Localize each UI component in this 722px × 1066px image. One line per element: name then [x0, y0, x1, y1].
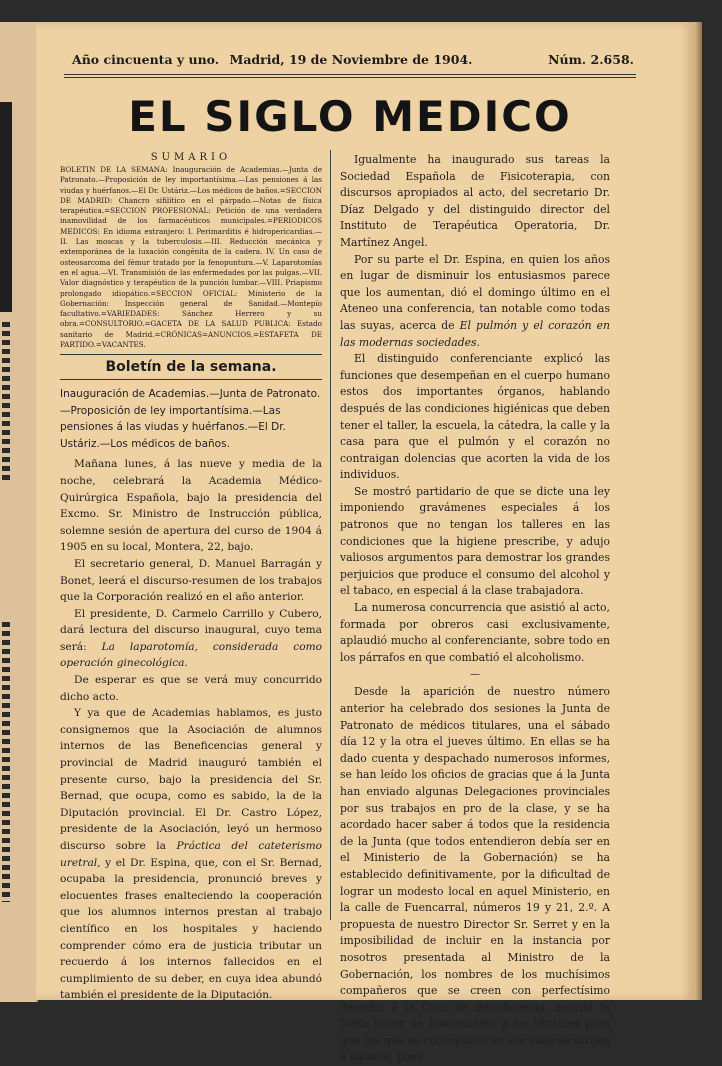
- sumario-text: BOLETIN DE LA SEMANA: Inauguración de Academias.—Junta de Patronato.—Proposición de ley importantísima.—Las pensiones á las viudas y huérfanos.—El Dr. Ustáriz.—Los médicos de baños.=SECCION DE MADRID: Chancro sifilítico en el párpado.—Notas de física terapéutica.=SECCION PROFESIONAL: Petición de una verdadera inamovilidad de los farmacéuticos municipales.=PERIODICOS MEDICOS: En idioma extranjero: I. Perimarditis é hidropericardias.—II. Las moscas y la tuberculosis.—III. Reducción mecánica y extemporánea de la luxación congénita de la cadera. IV. Un caso de osteosarcoma del fémur tratado por la fenopuntura.—V. Laparotomías en el agua.—VI. Transmisión de las enfermedades por las pulgas.—VII. Valor diagnóstico y terapéutico de la punción lumbar.—VIII. Priapismo prolongado idiopático.=SECCION OFICIAL: Ministerio de la Gobernación: Inspección general de Sanidad.—Montepío facultativo.=VARIEDADES: Sánchez Herrero y su obra.=CONSULTORIO.=GACETA DE LA SALUD PUBLICA: Estado sanitario de Madrid.=CRÓNICAS=ANUNCIOS.=ESTAFETA DE PARTIDO.=VACANTES.: [60, 165, 322, 350]
- paragraph: [340, 252, 610, 352]
- newspaper-page: [36, 22, 696, 1064]
- discourse-title: Práctica del cateterismo uretral,: [60, 840, 322, 869]
- right-column: [340, 152, 610, 1066]
- paragraph-text: Por su parte el Dr. Espina, en quien los años en lugar de disminuir los entusiasmos parece que los aumentan, dió el domingo último en el Ateneo una conferencia, tan notable como todas las suyas, acerca de: [340, 252, 610, 332]
- paragraph: Desde la aparición de nuestro número anterior ha celebrado dos sesiones la Junta de Patronato de médicos titulares, una el sábado día 12 y la otra el jueves último. En ellas se ha dado cuenta y despachado numerosos informes, se han leído los oficios de gracias que á la Junta han enviado algunas Delegaciones provinciales por sus trabajos en pro de la clase, y se ha acordado hacer saber á todos que la residencia de la Junta (que todos entendieron debía ser en el Ministerio de la Gobernación) se ha establecido definitivamente, por la dificultad de lograr un modesto local en aquel Ministerio, en la calle de Fuencarral, números 19 y 21, 2.º. A propuesta de nuestro Director Sr. Serret y en la imposibilidad de incluir en la instancia por nosotros presentada al Ministro de la Gobernación, los nombres de los muchísimos compañeros que se creen con perfectísimo derecho á la Cruz de Beneficencia, acordó la Junta hacer un llamamiento á los titulares para que los que se conceptúen en ese caso se dirijan á aquella, pues: [340, 685, 610, 1064]
- header-rule: [64, 74, 636, 75]
- masthead-title: EL SIGLO MEDICO: [128, 92, 572, 141]
- paragraph-text: Y ya que de Academias hablamos, es justo consignemos que la Asociación de alumnos internos de las Beneficencias general y provincial de Madrid inauguró también el presente curso, bajo la presidencia del Sr. Bernad, que ocupa, como es sabido, la de la Diputación provincial. El Dr. Castro López, presidente de la Asociación, leyó un hermoso discurso sobre la: [60, 707, 322, 852]
- header-rule: [64, 77, 636, 78]
- issue-year: Año cincuenta y uno.: [72, 52, 220, 67]
- adjacent-page-edge: [0, 22, 38, 1002]
- paragraph: El distinguido conferenciante explicó las funciones que desempeñan en el cuerpo humano estos dos importantes órganos, hablando después de las condiciones higiénicas que deben tener el taller, la escuela, la cátedra, la calle y la casa para que el pulmón y el corazón no contraigan dolencias que acorten la vida de los individuos.: [340, 352, 610, 482]
- sumario-title: SUMARIO: [150, 152, 232, 163]
- adjacent-page-dark-strip: [0, 102, 12, 312]
- paragraph: La numerosa concurrencia que asistió al acto, formada por obreros casi exclusivamente, aplaudió mucho al conferenciante, sobre todo en los párrafos en que combatió el alcoholismo.: [340, 601, 610, 664]
- paragraph-text: El presidente, D. Carmelo Carrillo y Cubero, dará lectura del discurso inaugural, cuyo tema será:: [60, 607, 322, 653]
- paragraph: [60, 606, 322, 672]
- paragraph: Mañana lunes, á las nueve y media de la noche, celebrará la Academia Médico-Quirúrgica Española, bajo la presidencia del Excmo. Sr. Ministro de Instrucción pública, solemne sesión de apertura del curso de 1904 á 1905 en su local, Montera, 22, bajo.: [60, 458, 322, 554]
- conference-title: El pulmón y el corazón en las modernas sociedades.: [340, 318, 610, 349]
- lecture-title: La laparotomía, considerada como operación ginecológica.: [60, 640, 323, 670]
- paragraph: [60, 705, 322, 1004]
- left-column: [60, 152, 322, 1004]
- adjacent-page-ornament: [2, 622, 10, 902]
- issue-date: Madrid, 19 de Noviembre de 1904.: [229, 52, 473, 67]
- paragraph: Se mostró partidario de que se dicte una ley imponiendo gravámenes especiales á los patronos que no tengan los talleres en las condiciones que la higiene prescribe, y adujo valiosos argumentos para demostrar los grandes perjuicios que produce el consumo del alcohol y el tabaco, en especial á la clase trabajadora.: [340, 484, 610, 598]
- section-rule: [60, 379, 322, 380]
- article-separator: —: [470, 669, 480, 681]
- section-title: Boletín de la semana.: [105, 359, 277, 376]
- issue-number: Núm. 2.658.: [548, 52, 634, 67]
- paragraph: El secretario general, D. Manuel Barragán y Bonet, leerá el discurso-resumen de los trabajos que la Corporación realizó en el año anterior.: [60, 557, 322, 604]
- paragraph: De esperar es que se verá muy concurrido dicho acto.: [60, 674, 322, 703]
- section-lead: Inauguración de Academias.—Junta de Patronato.—Proposición de ley importantísima.—Las pensiones á las viudas y huérfanos.—El Dr. Ustáriz.—Los médicos de baños.: [60, 388, 321, 450]
- section-rule: [60, 354, 322, 355]
- page-edge: [696, 22, 702, 1000]
- adjacent-page-ornament: [2, 322, 10, 482]
- paragraph-text: y el Dr. Espina, que, con el Sr. Bernad, ocupaba la presidencia, pronunció breves y elocuentes frases enalteciendo la cooperación que los alumnos internos prestan al trabajo científico en los hospitales y haciendo comprender cómo era de justicia tributar un recuerdo á los internos fallecidos en el cumplimiento de su deber, en cuya idea abundó también el presidente de la Diputación.: [60, 856, 323, 1002]
- column-separator: [330, 150, 331, 920]
- paragraph: Igualmente ha inaugurado sus tareas la Sociedad Española de Fisicoterapia, con discursos apropiados al acto, del secretario Dr. Díaz Delgado y del distinguido director del Instituto de Terapéutica Operatoria, Dr. Martínez Angel.: [340, 153, 610, 249]
